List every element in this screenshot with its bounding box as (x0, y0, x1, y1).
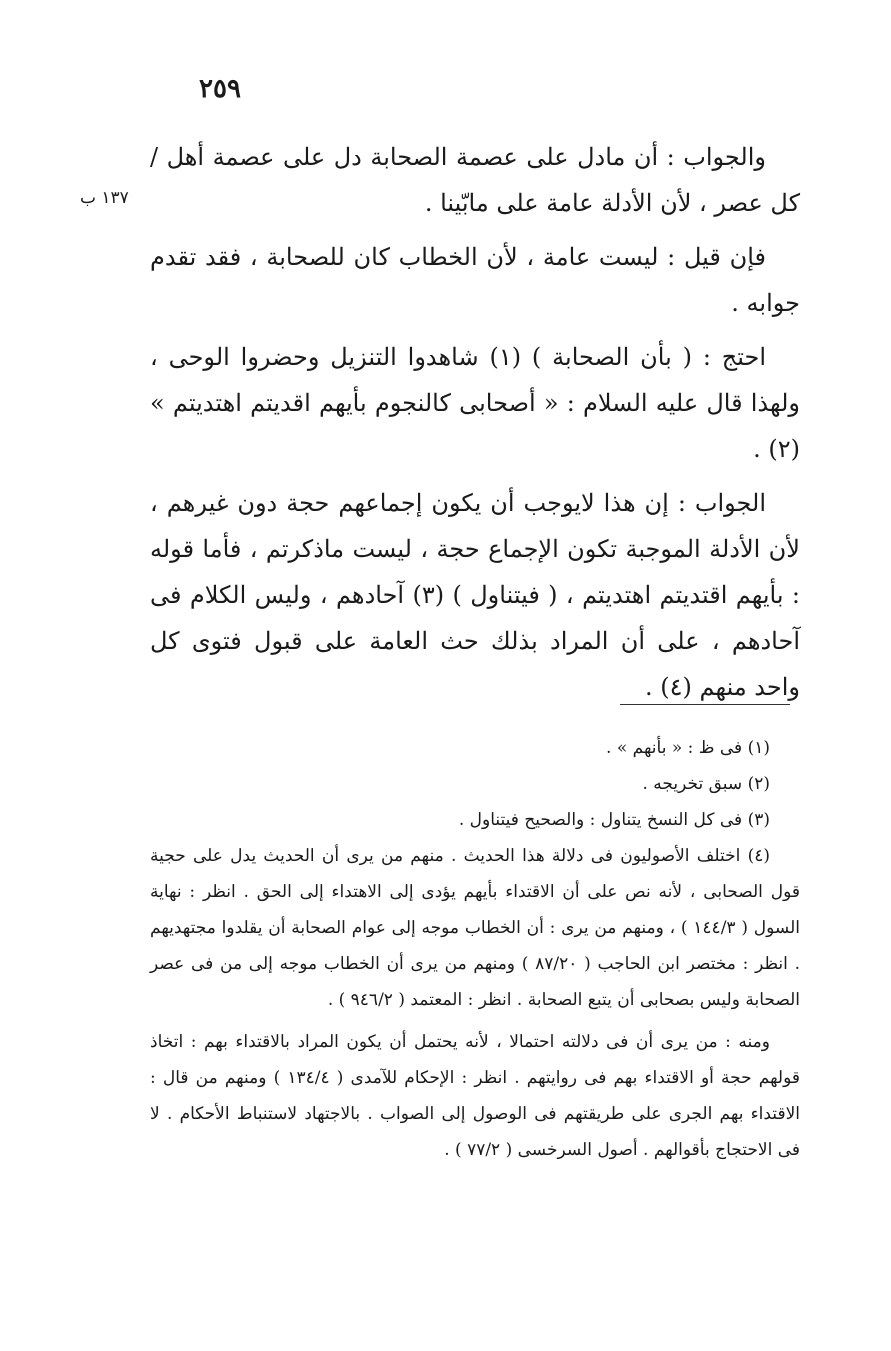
footnote-1: (١) فى ظ : « بأنهم » . (606, 738, 770, 758)
page-number: ٢٥٩ (199, 74, 241, 104)
paragraph-response: الجواب : إن هذا لايوجب أن يكون إجماعهم حجة دون غيرهم ، لأن الأدلة الموجبة تكون الإجماع حجة ، ليست ماذكرتم ، فأما قوله : بأيهم اقتديتم اهتديتم ، ( فيتناول ) (٣) آحادهم ، وليس الكلام فى آحادهم ، على أن المراد بذلك حث العامة على قبول فتوى كل واحد منهم (٤) . (150, 489, 800, 701)
paragraph-objection: فإن قيل : ليست عامة ، لأن الخطاب كان للصحابة ، فقد تقدم جوابه . (150, 243, 800, 317)
footnote-3: (٣) فى كل النسخ يتناول : والصحيح فيتناول . (458, 810, 770, 830)
paragraph-answer: والجواب : أن مادل على عصمة الصحابة دل على عصمة أهل / كل عصر ، لأن الأدلة عامة على مابّينا . (150, 143, 800, 217)
footnote-2: (٢) سبق تخريجه . (642, 774, 770, 794)
footnote-separator (620, 704, 790, 705)
footnote-4: (٤) اختلف الأصوليون فى دلالة هذا الحديث . منهم من يرى أن الحديث يدل على حجية قول الصحابى ، لأنه نص على أن الاقتداء بأيهم يؤدى إلى الاهتداء إلى الحق . انظر : نهاية السول ( ١٤٤/٣ ) ، ومنهم من يرى : أن الخطاب موجه إلى عوام الصحابة أن يقلدوا مجتهديهم . انظر : مختصر ابن الحاجب ( ٨٧/٢٠ ) ومنهم من يرى أن الخطاب موجه إلى من فى عصر الصحابة وليس بصحابى أن يتبع الصحابة . انظر : المعتمد ( ٩٤٦/٢ ) . (150, 846, 800, 1010)
paragraph-argument: احتج : ( بأن الصحابة ) (١) شاهدوا التنزيل وحضروا الوحى ، ولهذا قال عليه السلام : « أصحابى كالنجوم بأيهم اقديتم اهتديتم » (٢) . (150, 343, 800, 463)
main-text (150, 134, 800, 718)
footnotes (150, 730, 800, 1168)
manuscript-folio-note: ١٣٧ ب (80, 188, 129, 208)
footnote-4-continued: ومنه : من يرى أن فى دلالته احتمالا ، لأنه يحتمل أن يكون المراد بالاقتداء بهم : اتخاذ قولهم حجة أو الاقتداء بهم فى روايتهم . انظر : الإحكام للآمدى ( ١٣٤/٤ ) ومنهم من قال : الاقتداء بهم الجرى على طريقتهم فى الوصول إلى الصواب . بالاجتهاد لاستنباط الأحكام . لا فى الاحتجاج بأقوالهم . أصول السرخسى ( ٧٧/٢ ) . (150, 1032, 800, 1160)
